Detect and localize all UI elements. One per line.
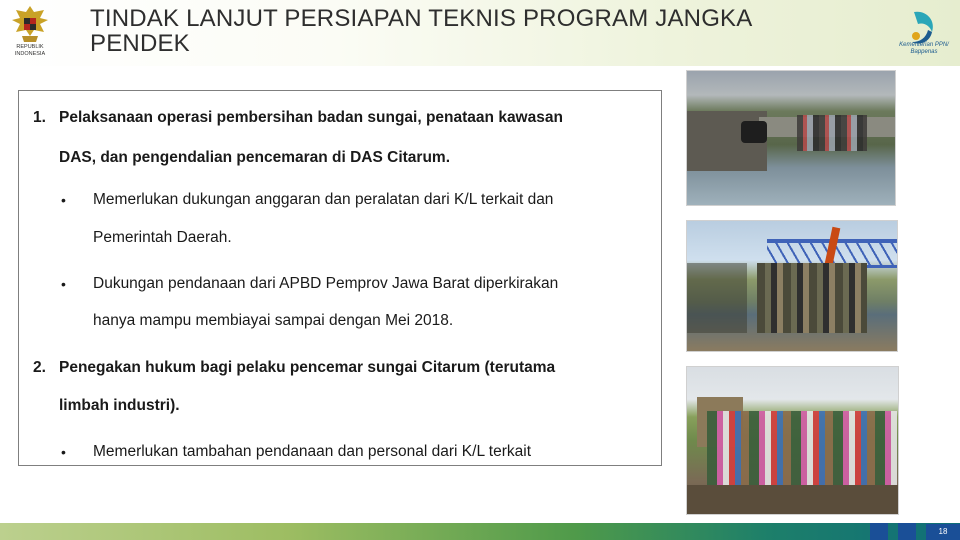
page-title — [90, 6, 850, 56]
item-text-line: limbah industri). — [59, 397, 180, 414]
community-group-photo — [686, 366, 899, 515]
footer-block — [870, 523, 888, 540]
left-logo-label: REPUBLIK — [16, 44, 44, 50]
bullet-icon: • — [61, 276, 66, 292]
bridge-group-photo — [686, 220, 898, 352]
left-logo-label: INDONESIA — [14, 51, 46, 57]
bullet-text-line: Dukungan pendanaan dari APBD Pemprov Jawa Barat diperkirakan — [93, 275, 559, 292]
bullet-icon: • — [61, 444, 66, 460]
item-number: 2. — [33, 359, 46, 376]
bullet-icon: • — [61, 192, 66, 208]
item-text-line: DAS, dan pengendalian pencemaran di DAS Citarum. — [59, 149, 451, 166]
bullet-text-line: hanya mampu membiayai sampai dengan Mei 2018. — [93, 312, 454, 329]
header-band — [0, 0, 960, 66]
page-title-line: TINDAK LANJUT PERSIAPAN TEKNIS PROGRAM JANGKA — [90, 5, 753, 32]
item-number: 1. — [33, 109, 46, 126]
bullet-text-line: Memerlukan tambahan pendanaan dan personal dari K/L terkait — [93, 443, 532, 460]
content-box — [18, 90, 662, 466]
right-logo-label: Kementerian PPN/ — [899, 42, 949, 48]
bullet-text-line: Memerlukan dukungan anggaran dan peralatan dari K/L terkait dan — [93, 191, 554, 208]
footer-band — [0, 523, 960, 540]
footer-block — [898, 523, 916, 540]
item-text-line: Penegakan hukum bagi pelaku pencemar sungai Citarum (terutama — [59, 359, 556, 376]
page-number: 18 — [926, 524, 960, 540]
right-logo-label: Bappenas — [910, 49, 938, 55]
item-text-line: Pelaksanaan operasi pembersihan badan sungai, penataan kawasan — [59, 109, 563, 126]
bullet-text-line: Pemerintah Daerah. — [93, 229, 232, 246]
river-cleanup-photo — [686, 70, 896, 206]
page-title-line: PENDEK — [90, 30, 190, 57]
